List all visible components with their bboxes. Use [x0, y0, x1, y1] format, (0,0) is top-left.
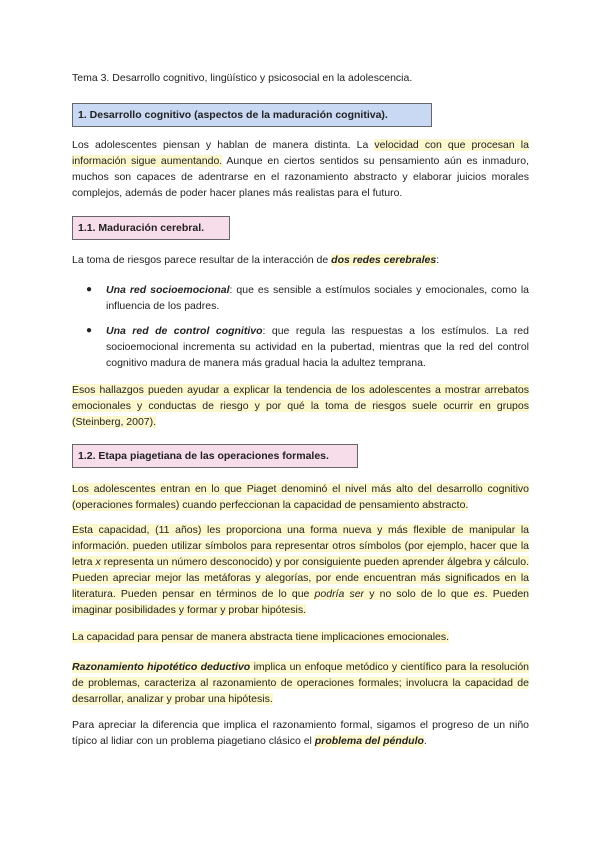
highlighted-text: . Pueden imaginar posibilidades y formar y probar hipótesis.	[72, 588, 529, 616]
list-item	[72, 323, 529, 371]
text-run: Aunque en ciertos sentidos su pensamiento aún es inmaduro, muchos son capaces de adentrarse en el razonamiento abstracto y elaborar juicios morales complejos, además de poder hacer planes más realistas para el futuro.	[72, 155, 529, 199]
list-item-text: : que es sensible a estímulos sociales y emocionales, como la influencia de los padres.	[106, 284, 529, 312]
section-1-1-intro	[72, 252, 529, 268]
list-item	[72, 282, 529, 314]
list-item-text: : que regula las respuestas a los estímulos. La red socioemocional incrementa su actividad en la pubertad, mientras que la red del control cognitivo madura de manera más gradual hacia la adultez temprana.	[106, 325, 529, 369]
text-run: La toma de riesgos parece resultar de la interacción de	[72, 254, 332, 266]
document-title: Tema 3. Desarrollo cognitivo, lingüístico y psicosocial en la adolescencia.	[72, 72, 413, 84]
section-1-paragraph	[72, 137, 529, 201]
highlighted-text: La capacidad para pensar de manera abstracta tiene implicaciones emocionales.	[72, 631, 450, 643]
section-1-1-closing	[72, 382, 529, 430]
key-term: problema del péndulo	[314, 735, 424, 747]
bullet-list	[72, 282, 529, 371]
key-term: dos redes cerebrales	[331, 254, 437, 266]
section-1-2-paragraph-2	[72, 522, 529, 618]
section-heading-1-1: 1.1. Maduración cerebral.	[72, 216, 230, 240]
highlighted-text: Los adolescentes entran en lo que Piaget denominó el nivel más alto del desarrollo cognitivo (operaciones formales) cuando perfeccionan la capacidad de pensamiento abstracto.	[72, 483, 529, 511]
list-item-term: Una red de control cognitivo	[106, 325, 263, 337]
section-heading-1-2: 1.2. Etapa piagetiana de las operaciones formales.	[72, 444, 358, 468]
section-heading-1: 1. Desarrollo cognitivo (aspectos de la maduración cognitiva).	[72, 103, 432, 127]
section-1-2-paragraph-4	[72, 659, 529, 707]
key-term: Razonamiento hipotético deductivo	[72, 661, 251, 673]
text-run: :	[436, 254, 440, 266]
italic-text: x	[95, 556, 101, 568]
text-run: .	[423, 735, 427, 747]
highlighted-text: Esta capacidad, (11 años) les proporciona una forma nueva y más flexible de manipular la información. pueden utilizar símbolos para representar otros símbolos (por ejemplo, hacer que la letra	[72, 524, 529, 568]
highlighted-text: velocidad con que procesan la información sigue aumentando.	[72, 139, 529, 167]
highlighted-text: y no solo de lo que	[364, 588, 474, 600]
text-run: Los adolescentes piensan y hablan de manera distinta. La	[72, 139, 375, 151]
text-run: Para apreciar la diferencia que implica el razonamiento formal, sigamos el progreso de un niño típico al lidiar con un problema piagetiano clásico el	[72, 719, 529, 747]
section-1-2-paragraph-3	[72, 629, 529, 645]
bullet-icon: ●	[86, 284, 93, 295]
italic-text: podría ser	[314, 588, 365, 600]
italic-text: es	[473, 588, 485, 600]
highlighted-text: representa un número desconocido) y por consiguiente pueden aprender álgebra y cálculo. Pueden apreciar mejor las metáforas y alegorías, por ende encuentran más significados en la literatura. Pueden pensar en términos de lo que	[72, 556, 530, 600]
list-item-term: Una red socioemocional	[106, 284, 230, 296]
section-1-2-paragraph-5	[72, 717, 529, 749]
highlighted-text: Esos hallazgos pueden ayudar a explicar la tendencia de los adolescentes a mostrar arrebatos emocionales y conductas de riesgo y por qué la toma de riesgos suele ocurrir en grupos (Steinberg, 2007).	[72, 384, 529, 428]
section-1-2-paragraph-1	[72, 481, 529, 513]
highlighted-text: implica un enfoque metódico y científico para la resolución de problemas, caracteriza al razonamiento de operaciones formales; involucra la capacidad de desarrollar, analizar y probar una hipótesis.	[72, 661, 530, 705]
bullet-icon: ●	[86, 325, 93, 336]
